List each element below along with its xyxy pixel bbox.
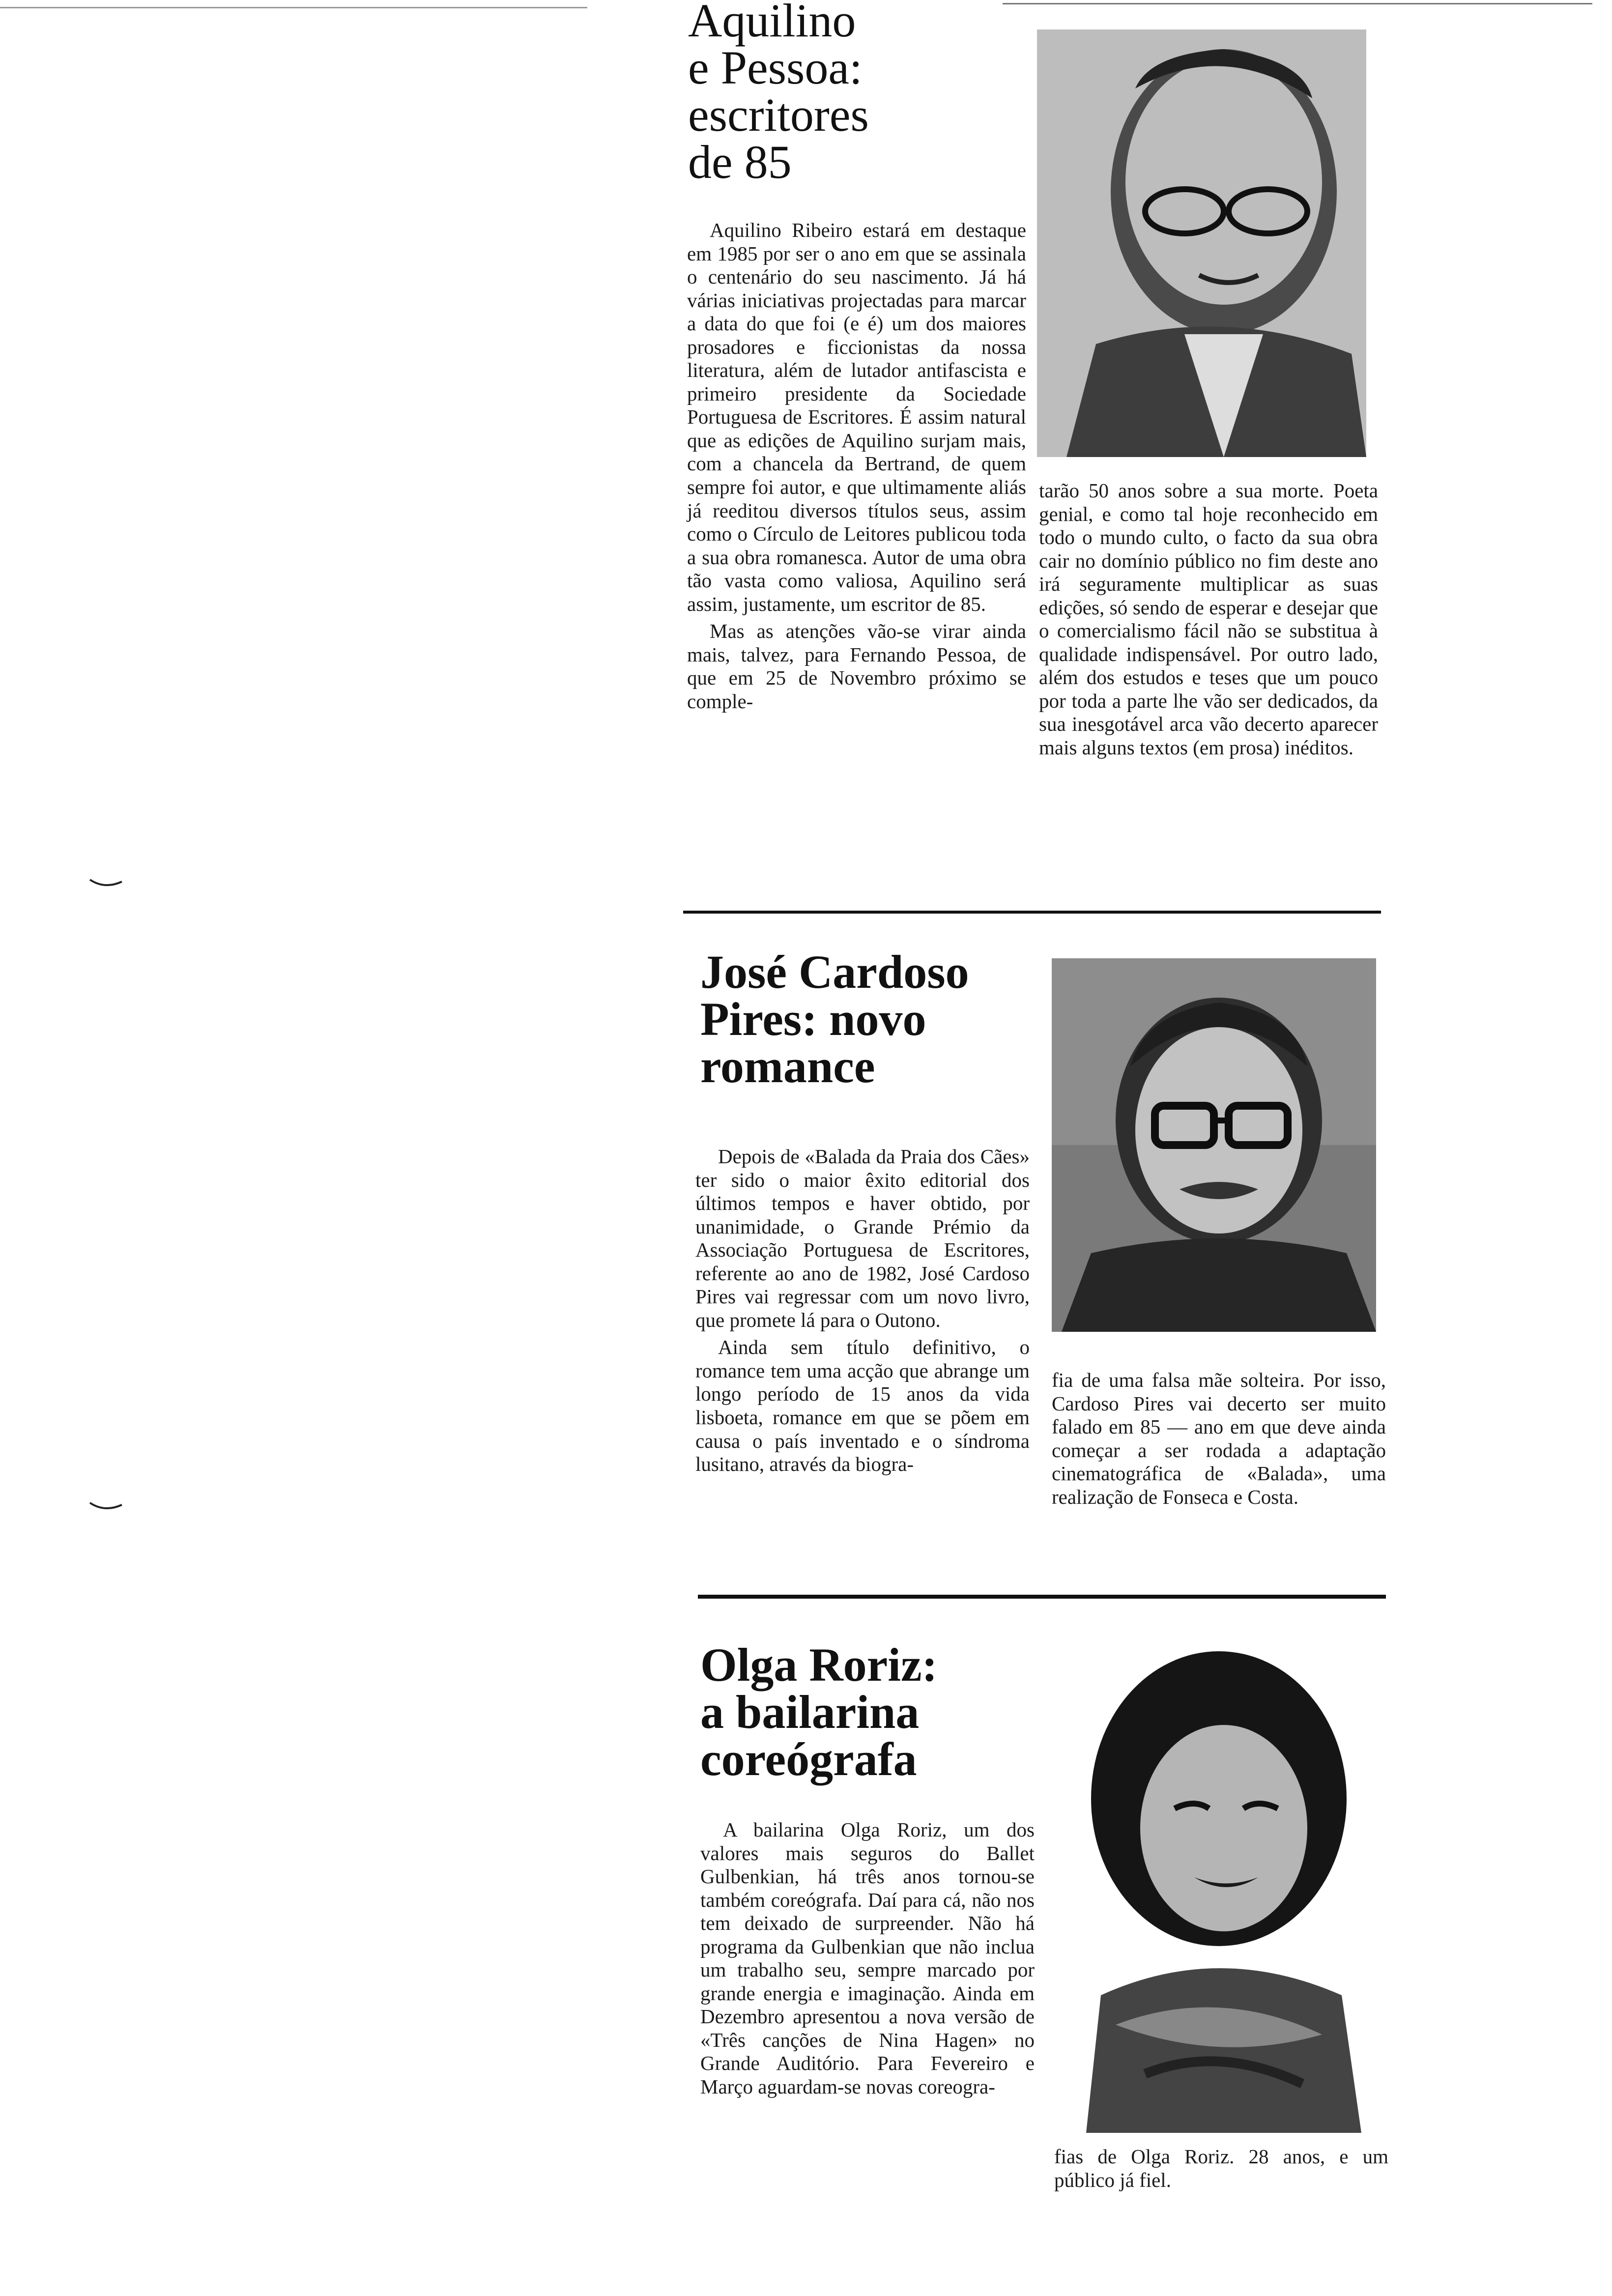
photo-olga-roriz bbox=[1057, 1622, 1376, 2133]
paragraph: fias de Olga Roriz. 28 anos, e um público já fiel. bbox=[1054, 2145, 1388, 2191]
photo-aquilino-ribeiro bbox=[1037, 29, 1366, 457]
top-rule-right bbox=[1003, 3, 1592, 4]
article-column-left bbox=[687, 219, 1026, 713]
paragraph: fia de uma falsa mãe solteira. Por isso, Cardoso Pires vai decerto ser muito falado em 85 — ano em que deve ainda começar a ser rodada a adaptação cinematográfica de «Balada», uma realização de Fonseca e Costa. bbox=[1052, 1369, 1386, 1508]
article-column-right bbox=[1039, 479, 1378, 760]
headline-cardoso-pires bbox=[700, 948, 969, 1090]
paragraph: Mas as atenções vão-se virar ainda mais, talvez, para Fernando Pessoa, de que em 25 de Novembro próximo se comple- bbox=[687, 620, 1026, 713]
headline-line: de 85 bbox=[688, 136, 792, 188]
portrait-photo-icon bbox=[1057, 1622, 1376, 2133]
headline-line: e Pessoa: bbox=[688, 41, 863, 94]
headline-aquilino-pessoa bbox=[688, 0, 869, 186]
scan-mark-lower bbox=[87, 1498, 127, 1518]
paragraph: Depois de «Balada da Praia dos Cães» ter sido o maior êxito editorial dos últimos tempos e haver obtido, por unanimidade, o Grande Prémio da Associação Portuguesa de Escritores, referente ao ano de 1982, José Cardoso Pires vai regressar com um novo livro, que promete lá para o Outono. bbox=[695, 1145, 1030, 1331]
headline-line: romance bbox=[700, 1040, 875, 1092]
headline-line: Olga Roriz: bbox=[700, 1638, 938, 1691]
headline-olga-roriz bbox=[700, 1638, 938, 1785]
scan-mark-upper bbox=[87, 875, 127, 894]
article-column-right bbox=[1054, 2145, 1388, 2192]
article-divider-2 bbox=[698, 1595, 1386, 1599]
headline-line: a bailarina bbox=[700, 1686, 920, 1738]
headline-line: Pires: novo bbox=[700, 993, 926, 1045]
headline-line: José Cardoso bbox=[700, 946, 969, 998]
article-column-left bbox=[700, 1818, 1035, 2099]
paragraph: Aquilino Ribeiro estará em destaque em 1985 por ser o ano em que se assinala o centenário do seu nascimento. Já há várias iniciativas projectadas para marcar a data do que foi (e é) um dos maiores prosadores e ficcionistas da nossa literatura, além de lutador antifascista e primeiro presidente da Sociedade Portuguesa de Escritores. É assim natural que as edições de Aquilino surjam mais, com a chancela da Bertrand, de quem sempre foi autor, e que ultimamente aliás já reeditou diversos títulos seus, assim como o Círculo de Leitores publicou toda a sua obra romanesca. Autor de uma obra tão vasta como valiosa, Aquilino será assim, justamente, um escritor de 85. bbox=[687, 219, 1026, 615]
headline-line: Aquilino bbox=[688, 0, 856, 47]
article-column-right bbox=[1052, 1369, 1386, 1509]
portrait-photo-icon bbox=[1037, 29, 1366, 457]
top-rule-left bbox=[0, 7, 587, 8]
article-divider-1 bbox=[683, 911, 1381, 914]
paragraph: A bailarina Olga Roriz, um dos valores mais seguros do Ballet Gulbenkian, há três anos tornou-se também coreógrafa. Daí para cá, não nos tem deixado de surpreender. Não há programa da Gulbenkian que não inclua um trabalho seu, sempre marcado por grande energia e imaginação. Ainda em Dezembro apresentou a nova versão de «Três canções de Nina Hagen» no Grande Auditório. Para Fevereiro e Março aguardam-se novas coreogra- bbox=[700, 1818, 1035, 2098]
headline-line: coreógrafa bbox=[700, 1733, 917, 1785]
photo-jose-cardoso-pires bbox=[1052, 958, 1376, 1332]
portrait-photo-icon bbox=[1052, 958, 1376, 1332]
paragraph: tarão 50 anos sobre a sua morte. Poeta genial, e como tal hoje reconhecido em todo o mundo culto, o facto da sua obra cair no domínio público no fim deste ano irá seguramente multiplicar as suas edições, só sendo de esperar e desejar que o comercialismo fácil não se substitua à qualidade indispensável. Por outro lado, além dos estudos e teses que um pouco por toda a parte lhe vão ser dedicados, da sua inesgotável arca vão decerto aparecer mais alguns textos (em prosa) inéditos. bbox=[1039, 479, 1378, 759]
headline-line: escritores bbox=[688, 88, 869, 141]
article-column-left bbox=[695, 1145, 1030, 1476]
paragraph: Ainda sem título definitivo, o romance tem uma acção que abrange um longo período de 15 anos da vida lisboeta, romance em que se põem em causa o país inventado e o síndroma lusitano, através da biogra- bbox=[695, 1336, 1030, 1476]
